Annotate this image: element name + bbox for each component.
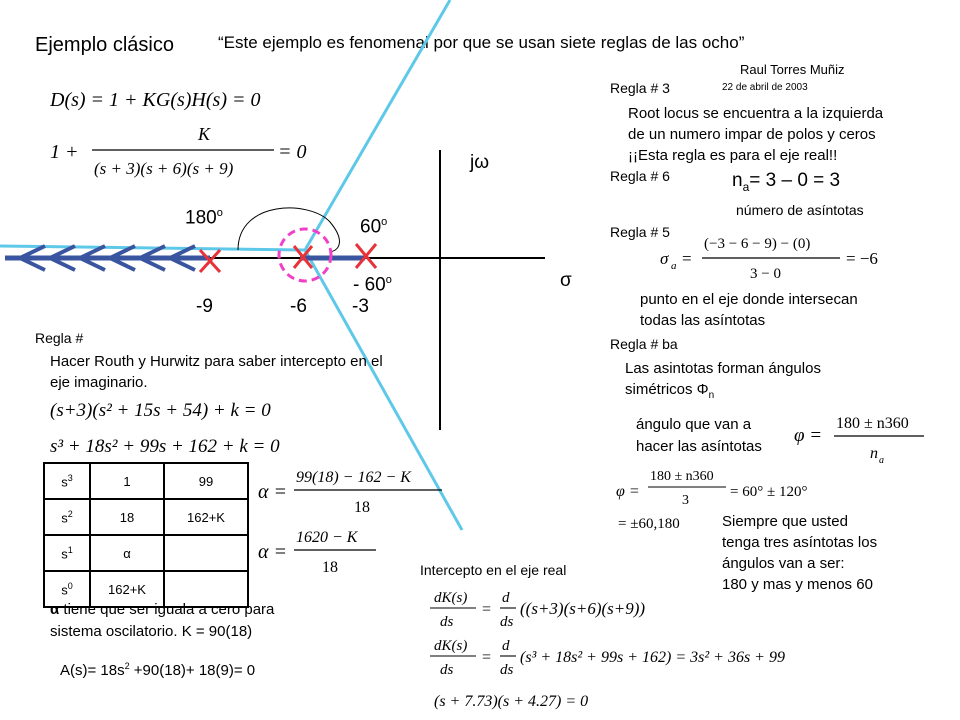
alpha-note-1: α tiene que ser iguala a cero para [50,601,275,618]
routh-row: $s^0$ 162+K [44,571,248,607]
rule-5-line-2: todas las asíntotas [640,312,766,329]
svg-text:18: 18 [354,499,370,516]
svg-text:= 60° ± 120°: = 60° ± 120° [730,484,808,500]
svg-text:99(18) − 162 − K: 99(18) − 162 − K [296,469,411,486]
routh-eq-1: (s+3)(s² + 15s + 54) + k = 0 [50,400,271,421]
svg-text:ds: ds [440,662,454,678]
na-equation: $n_a= 3 - 0 = 3$ [732,170,841,194]
phi-formula [792,408,932,468]
angle-60-label: 60$^o$ [360,216,388,238]
pole-m3-label: -3 [352,296,369,317]
svg-text:n: n [870,445,878,462]
routh-line-1: Hacer Routh y Hurwitz para saber intercepto en el [50,353,383,370]
rule-5-title: Regla # 5 [610,224,670,240]
svg-text:d: d [502,590,510,606]
pole-m9-icon [200,250,220,272]
svg-text:=: = [682,249,692,268]
svg-text:1620 − K: 1620 − K [296,529,358,546]
angle-minus60-label: - 60$^o$ [353,274,392,296]
routh-row: $s^2$ 18 162+K [44,499,248,535]
routh-rule-title: Regla # [35,330,84,346]
intercept-title: Intercepto en el eje real [420,562,567,578]
svg-text:(s³ + 18s² + 99s + 162) = 3s²: (s³ + 18s² + 99s + 162) = 3s² + 36s + 99 [520,649,785,666]
svg-text:(−3 − 6 − 9) − (0): (−3 − 6 − 9) − (0) [704,236,811,252]
svg-text:= ±60,180: = ±60,180 [618,516,680,532]
auxiliary-polynomial: $A(s)= 18s^2 +90(18)+ 18(9)= 0$ [60,661,256,679]
svg-text:3 − 0: 3 − 0 [750,266,781,282]
svg-text:K: K [198,124,211,144]
svg-text:(s + 7.73)(s + 4.27) = 0: (s + 7.73)(s + 4.27) = 0 [434,693,589,710]
sigma-label: σ [560,270,572,291]
rule-3-line-1: Root locus se encuentra a la izquierda [628,105,884,122]
routh-eq-2: s³ + 18s² + 99s + 162 + k = 0 [50,436,280,457]
asymptote-180 [0,246,305,250]
routh-equations [50,392,310,462]
pole-m6-label: -6 [290,296,307,317]
page-title: Ejemplo clásico [35,34,174,56]
asymptote-plus60 [305,0,450,250]
svg-text:((s+3)(s+6)(s+9)): ((s+3)(s+6)(s+9)) [520,599,646,618]
rule-ba-title: Regla # ba [610,336,678,352]
routh-line-2: eje imaginario. [50,374,148,391]
angle-180-label: 180$^o$ [185,207,223,229]
svg-text:180 ± n360: 180 ± n360 [836,415,909,432]
svg-text:ds: ds [440,614,454,630]
jw-label: jω [470,152,490,173]
svg-text:(s + 3)(s + 6)(s + 9): (s + 3)(s + 6)(s + 9) [94,159,234,178]
svg-text:d: d [502,638,510,654]
rule-3-title: Regla # 3 [610,80,670,96]
rule-3-line-3: ¡¡Esta regla es para el eje real!! [628,147,838,164]
phi-caption-1: ángulo que van a [636,416,752,433]
svg-text:φ =: φ = [794,425,823,446]
intercept-equations [430,586,830,716]
routh-row: $s^1$ α [44,535,248,571]
svg-text:a: a [671,260,677,272]
svg-text:=: = [482,601,492,618]
rule-6-title: Regla # 6 [610,168,670,184]
na-caption: número de asíntotas [736,202,864,218]
rule-ba-line-1: Las asintotas forman ángulos [625,360,821,377]
svg-text:= 0: = 0 [278,141,307,163]
svg-text:= −6: = −6 [846,249,878,268]
rule-ba-line-2: simétricos $\Phi_n$ [625,381,715,401]
char-eq-1: D(s) = 1 + KG(s)H(s) = 0 [50,89,261,111]
rule-5-line-1: punto en el eje donde intersecan [640,291,858,308]
alpha-note-2: sistema oscilatorio. K = 90(18) [50,623,253,640]
svg-text:σ: σ [660,249,669,268]
svg-text:dK(s): dK(s) [434,638,468,654]
svg-text:α =: α = [258,541,287,563]
note-line-4: 180 y mas y menos 60 [722,576,873,593]
svg-text:α =: α = [258,481,287,503]
note-line-3: ángulos van a ser: [722,555,845,572]
note-line-1: Siempre que usted [722,513,848,530]
author-name: Raul Torres Muñiz [740,62,845,77]
char-eq-2-lead: 1 + [50,141,79,163]
svg-text:ds: ds [500,662,514,678]
rule-3-line-2: de un numero impar de polos y ceros [628,126,876,143]
svg-text:φ =: φ = [616,483,640,500]
svg-text:=: = [482,649,492,666]
svg-text:18: 18 [322,559,338,576]
routh-row: $s^3$ 1 99 [44,463,248,499]
svg-text:dK(s): dK(s) [434,590,468,606]
svg-text:ds: ds [500,614,514,630]
date-label: 22 de abril de 2003 [722,82,808,93]
sigma-a-formula [660,226,960,290]
pole-m9-label: -9 [196,296,213,317]
svg-text:a: a [879,455,884,466]
phi-caption-2: hacer las asíntotas [636,438,762,455]
svg-text:180 ± n360: 180 ± n360 [650,469,714,484]
svg-text:3: 3 [682,493,689,508]
note-line-2: tenga tres asíntotas los [722,534,878,551]
header-quote: “Este ejemplo es fenomenal por que se usan siete reglas de las ocho” [218,33,745,52]
routh-table [43,462,249,608]
